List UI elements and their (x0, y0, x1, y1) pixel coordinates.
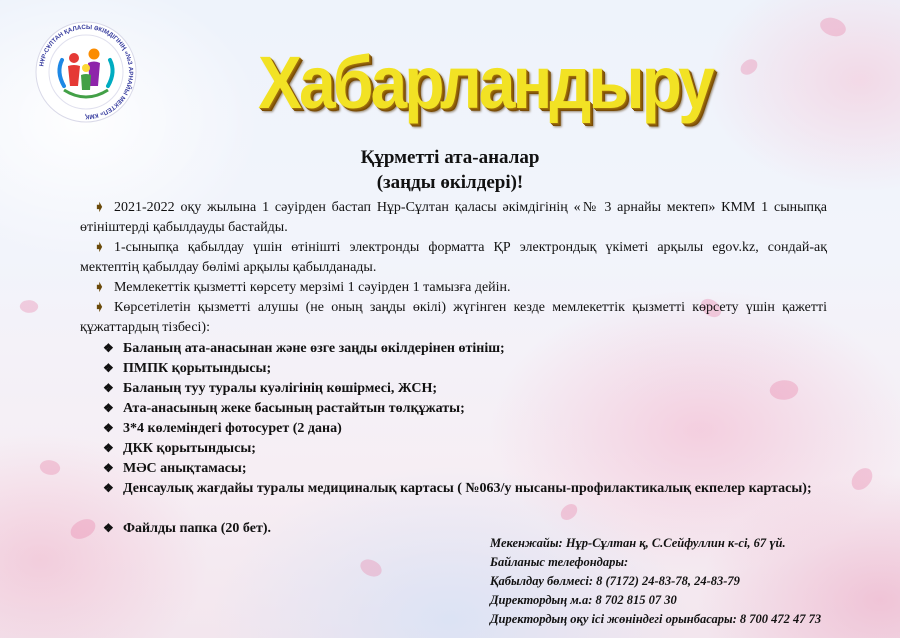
diamond-bullet-icon: ❖ (103, 341, 114, 355)
document-list-item: ❖ Баланың ата-анасынан және өзге заңды өкілдерінен өтініш; (103, 338, 833, 359)
school-logo (34, 20, 138, 124)
info-paragraph: ➧ Мемлекеттік қызметті көрсету мерзімі 1 сәуірден 1 тамызға дейін. (94, 279, 511, 295)
announcement-headline: Хабарландыру (258, 40, 712, 124)
document-list-item: ❖ МӘС анықтамасы; (103, 458, 833, 479)
diamond-bullet-icon: ❖ (103, 381, 114, 395)
document-list-item: ❖ ПМПК қорытындысы; (103, 358, 833, 379)
diamond-bullet-icon: ❖ (103, 441, 114, 455)
greeting-line-1: Құрметті ата-аналар (360, 147, 540, 168)
document-list-item: ❖ Файлды папка (20 бет). (103, 518, 833, 539)
info-paragraph: ➧ Көрсетілетін қызметті алушы (не оның заңды өкілі) жүгінген кезде мемлекеттік қызметті көрсету үшін қажетті құжаттардың тізбесі): (80, 299, 827, 335)
petal-decoration (68, 517, 98, 541)
diamond-bullet-icon: ❖ (103, 421, 114, 435)
arrow-bullet-icon: ➧ (94, 299, 105, 314)
arrow-bullet-icon: ➧ (94, 199, 105, 214)
greeting-line-2: (заңды өкілдері)! (376, 172, 524, 193)
contact-address: Мекенжайы: Нұр-Сұлтан қ, С.Сейфуллин к-сі, 67 үй. (490, 536, 786, 550)
petal-decoration (357, 555, 384, 581)
school-logo-icon (34, 20, 138, 124)
document-list-item: ❖ Баланың туу туралы куәлігінің көшірмесі, ЖСН; (103, 378, 833, 399)
contact-block (490, 534, 890, 629)
svg-text:НҰР-СҰЛТАН ҚАЛАСЫ ӘКІМДІГІНІҢ: НҰР-СҰЛТАН ҚАЛАСЫ ӘКІМДІГІНІҢ «№3 АРНАЙЫ МЕКТЕП» КМҚ (38, 23, 135, 121)
petal-decoration (847, 465, 877, 494)
contact-director-phone: Директордың м.а: 8 702 815 07 30 (490, 593, 677, 607)
contact-deputy-phone: Директордың оқу ісі жөніндегі орынбасары: 8 700 472 47 73 (490, 612, 822, 626)
info-paragraph: ➧ 2021-2022 оқу жылына 1 сәуірден бастап Нұр-Сұлтан қаласы әкімдігінің «№ 3 арнайы мектеп» КММ 1 сыныпқа өтініштерді қабылдауды бастайды. (80, 199, 827, 235)
info-paragraph: ➧ 1-сыныпқа қабылдау үшін өтінішті электронды форматта ҚР электрондық үкіметі арқылы egov.kz, сондай-ақ мектептің қабылдау бөлімі арқылы қабылданады. (80, 239, 827, 275)
diamond-bullet-icon: ❖ (103, 521, 114, 535)
diamond-bullet-icon: ❖ (103, 461, 114, 475)
diamond-bullet-icon: ❖ (103, 401, 114, 415)
petal-decoration (19, 298, 40, 315)
petal-decoration (738, 57, 760, 76)
document-list-item: ❖ 3*4 көлеміндегі фотосурет (2 дана) (103, 418, 833, 439)
contact-admission-phone: Қабылдау бөлмесі: 8 (7172) 24-83-78, 24-83-79 (490, 574, 740, 588)
arrow-bullet-icon: ➧ (94, 279, 105, 294)
contact-phones-heading: Байланыс телефондары: (490, 555, 629, 569)
petal-decoration (38, 456, 62, 478)
document-list-item: ❖ ДКК қорытындысы; (103, 438, 833, 459)
document-list-item: ❖ Ата-анасының жеке басының растайтын төлқұжаты; (103, 398, 833, 419)
document-list-item: ❖ Денсаулық жағдайы туралы медициналық картасы ( №063/у нысаны-профилактикалық екпелер картасы); (96, 478, 828, 499)
diamond-bullet-icon: ❖ (103, 481, 114, 495)
arrow-bullet-icon: ➧ (94, 239, 105, 254)
petal-decoration (817, 13, 849, 42)
diamond-bullet-icon: ❖ (103, 361, 114, 375)
